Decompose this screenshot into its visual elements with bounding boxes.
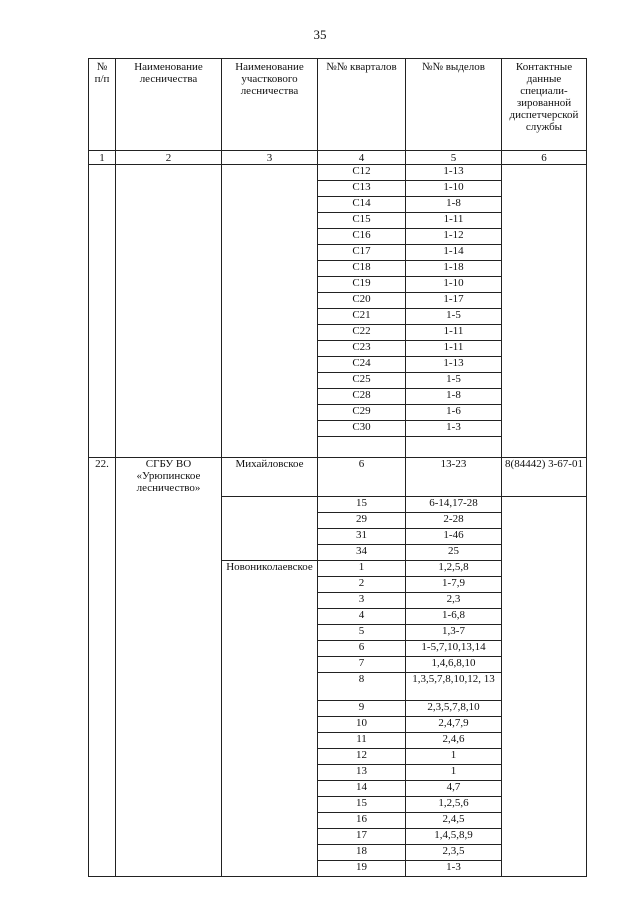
quarter-cell: 6	[318, 458, 406, 497]
plots-cell: 1-7,9	[406, 577, 502, 593]
quarter-cell: С24	[318, 357, 406, 373]
quarter-cell: С19	[318, 277, 406, 293]
district-cell	[222, 497, 318, 561]
plots-cell: 2,4,6	[406, 733, 502, 749]
quarter-cell: С29	[318, 405, 406, 421]
plots-cell: 2,3	[406, 593, 502, 609]
plots-cell: 1-10	[406, 277, 502, 293]
plots-cell: 2-28	[406, 513, 502, 529]
header-quarters: №№ кварталов	[318, 59, 406, 151]
header-plots: №№ выделов	[406, 59, 502, 151]
plots-cell: 1-8	[406, 389, 502, 405]
contact-cell	[502, 497, 587, 877]
plots-cell: 1,3,5,7,8,10,12, 13	[406, 673, 502, 701]
quarter-cell: С12	[318, 165, 406, 181]
quarter-cell: 1	[318, 561, 406, 577]
quarter-cell: С13	[318, 181, 406, 197]
quarter-cell: 31	[318, 529, 406, 545]
quarter-cell: С22	[318, 325, 406, 341]
quarter-cell: 6	[318, 641, 406, 657]
contact-info: 8(84442) 3-67-01	[502, 458, 587, 497]
section-entry-22	[89, 458, 587, 877]
plots-cell: 1-5	[406, 309, 502, 325]
table-header-row	[89, 59, 587, 151]
district-cell	[222, 165, 318, 458]
quarter-cell: 5	[318, 625, 406, 641]
section-continuation	[89, 165, 587, 458]
plots-cell: 4,7	[406, 781, 502, 797]
quarter-cell: С25	[318, 373, 406, 389]
quarter-cell: 10	[318, 717, 406, 733]
plots-cell: 2,4,5	[406, 813, 502, 829]
quarter-cell	[318, 437, 406, 458]
quarter-cell: 17	[318, 829, 406, 845]
plots-cell: 1-6,8	[406, 609, 502, 625]
plots-cell: 1-3	[406, 421, 502, 437]
plots-cell: 1-11	[406, 341, 502, 357]
col-number: 6	[502, 151, 587, 165]
plots-cell: 1	[406, 749, 502, 765]
quarter-cell: 11	[318, 733, 406, 749]
plots-cell: 1-11	[406, 213, 502, 229]
plots-cell: 1-46	[406, 529, 502, 545]
plots-cell: 1-5,7,10,13,14	[406, 641, 502, 657]
quarter-cell: 13	[318, 765, 406, 781]
plots-cell: 1,4,5,8,9	[406, 829, 502, 845]
district-name: Михайловское	[222, 458, 318, 497]
num-cell	[89, 165, 116, 458]
header-num: № п/п	[89, 59, 116, 151]
forestry-name: СГБУ ВО «Урюпинское лесничество»	[116, 458, 222, 877]
quarter-cell: 3	[318, 593, 406, 609]
plots-cell: 1,2,5,8	[406, 561, 502, 577]
col-number: 2	[116, 151, 222, 165]
plots-cell: 1-12	[406, 229, 502, 245]
quarter-cell: 8	[318, 673, 406, 701]
district-name: Новониколаевское	[222, 561, 318, 877]
quarter-cell: 14	[318, 781, 406, 797]
plots-cell: 1-10	[406, 181, 502, 197]
quarter-cell: 18	[318, 845, 406, 861]
forestry-cell	[116, 165, 222, 458]
plots-cell: 1-6	[406, 405, 502, 421]
header-district: Наименование участкового лесничества	[222, 59, 318, 151]
quarter-cell: С21	[318, 309, 406, 325]
contact-cell	[502, 165, 587, 458]
plots-cell: 1-13	[406, 165, 502, 181]
plots-cell: 1-18	[406, 261, 502, 277]
quarter-cell: С20	[318, 293, 406, 309]
col-number: 3	[222, 151, 318, 165]
quarter-cell: С17	[318, 245, 406, 261]
quarter-cell: 16	[318, 813, 406, 829]
plots-cell: 1-14	[406, 245, 502, 261]
plots-cell: 1-3	[406, 861, 502, 877]
quarter-cell: 7	[318, 657, 406, 673]
quarter-cell: С16	[318, 229, 406, 245]
quarter-cell: 34	[318, 545, 406, 561]
plots-cell: 1,2,5,6	[406, 797, 502, 813]
table-row	[89, 165, 587, 181]
quarter-cell: С23	[318, 341, 406, 357]
quarter-cell: 29	[318, 513, 406, 529]
quarter-cell: 15	[318, 797, 406, 813]
quarter-cell: 2	[318, 577, 406, 593]
plots-cell: 25	[406, 545, 502, 561]
entry-number: 22.	[89, 458, 116, 877]
plots-cell: 2,3,5,7,8,10	[406, 701, 502, 717]
quarter-cell: С18	[318, 261, 406, 277]
plots-cell: 1-17	[406, 293, 502, 309]
forestry-table	[88, 58, 587, 877]
plots-cell: 2,4,7,9	[406, 717, 502, 733]
quarter-cell: С28	[318, 389, 406, 405]
plots-cell: 1-13	[406, 357, 502, 373]
header-forestry: Наименование лесничества	[116, 59, 222, 151]
table-row	[89, 458, 587, 497]
plots-cell: 1-8	[406, 197, 502, 213]
quarter-cell: С30	[318, 421, 406, 437]
quarter-cell: 15	[318, 497, 406, 513]
column-number-row	[89, 151, 587, 165]
quarter-cell: С14	[318, 197, 406, 213]
quarter-cell: С15	[318, 213, 406, 229]
quarter-cell: 12	[318, 749, 406, 765]
plots-cell: 1-5	[406, 373, 502, 389]
plots-cell: 1-11	[406, 325, 502, 341]
quarter-cell: 19	[318, 861, 406, 877]
plots-cell: 1,4,6,8,10	[406, 657, 502, 673]
page-number: 35	[313, 27, 327, 42]
plots-cell: 6-14,17-28	[406, 497, 502, 513]
plots-cell: 13-23	[406, 458, 502, 497]
col-number: 1	[89, 151, 116, 165]
col-number: 5	[406, 151, 502, 165]
quarter-cell: 9	[318, 701, 406, 717]
col-number: 4	[318, 151, 406, 165]
plots-cell: 1,3-7	[406, 625, 502, 641]
quarter-cell: 4	[318, 609, 406, 625]
header-contacts: Контактные данные специали-зированной диспетчерской службы	[502, 59, 587, 151]
plots-cell	[406, 437, 502, 458]
plots-cell: 1	[406, 765, 502, 781]
plots-cell: 2,3,5	[406, 845, 502, 861]
